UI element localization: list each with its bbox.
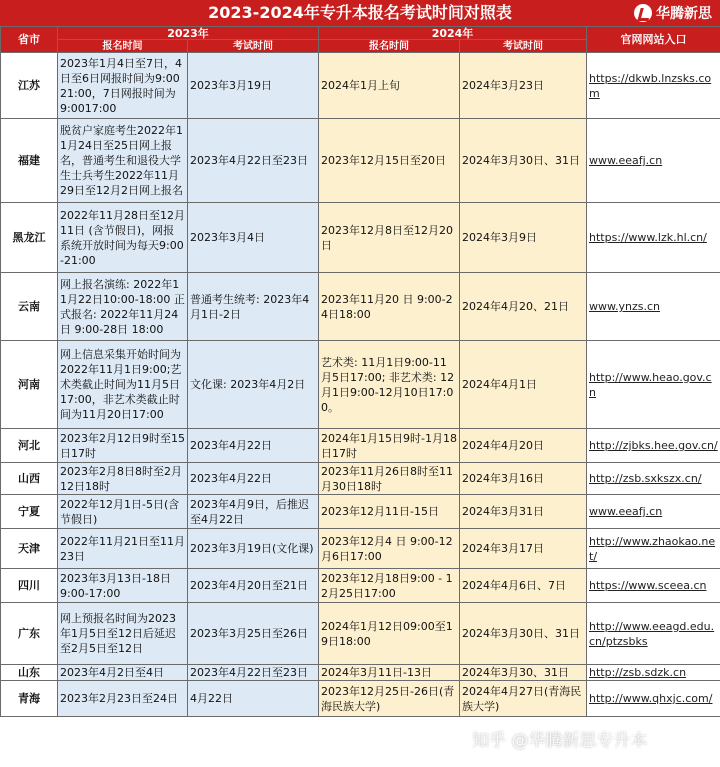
site-link[interactable]: http://www.zhaokao.net/ [589,534,716,563]
exam-2023-cell: 2023年4月20日至21日 [188,569,319,603]
reg-2023-cell: 2022年11月28日至12月11日 (含节假日)，网报系统开放时间为每天9:00-21:00 [58,203,188,273]
reg-2023-cell: 2023年2月23日至24日 [58,681,188,717]
reg-2023-cell: 网上预报名时间为2023年1月5日至12日后延迟至2月5日至12日 [58,603,188,665]
site-link[interactable]: http://zsb.sxkszx.cn/ [589,472,702,485]
table-row [1,429,720,463]
site-link[interactable]: https://www.lzk.hl.cn/ [589,231,707,244]
site-cell [587,341,720,429]
table-row [1,603,720,665]
site-cell [587,665,720,681]
exam-2023-header: 考试时间 [188,40,319,53]
table-row [1,681,720,717]
reg-2024-header: 报名时间 [319,40,460,53]
exam-2024-cell: 2024年3月23日 [460,53,587,119]
site-header: 官网网站入口 [587,27,720,53]
table-body [1,53,720,717]
site-cell [587,53,720,119]
reg-2024-cell: 2023年12月25日-26日(青海民族大学) [319,681,460,717]
reg-2024-cell: 2023年12月18日9:00 - 12月25日17:00 [319,569,460,603]
table-row [1,53,720,119]
exam-2023-cell: 2023年4月22日至23日 [188,665,319,681]
exam-2023-cell: 4月22日 [188,681,319,717]
exam-2024-cell: 2024年3月17日 [460,529,587,569]
reg-2023-header: 报名时间 [58,40,188,53]
site-link[interactable]: http://www.heao.gov.cn [589,370,712,399]
reg-2024-cell: 2023年12月15日至20日 [319,119,460,203]
site-cell [587,273,720,341]
year-2023-header: 2023年 [58,27,319,40]
reg-2024-cell: 2023年11月26日8时至11月30日18时 [319,463,460,495]
exam-2023-cell: 2023年4月22日 [188,463,319,495]
site-link[interactable]: www.ynzs.cn [589,300,660,313]
site-cell [587,429,720,463]
exam-2023-cell: 2023年4月22日 [188,429,319,463]
exam-2024-cell: 2024年3月30日、31日 [460,119,587,203]
province-cell: 四川 [1,569,58,603]
reg-2023-cell: 2022年11月21日至11月23日 [58,529,188,569]
province-header: 省市 [1,27,58,53]
brand-name: 华腾新思 [656,6,712,22]
exam-2023-cell: 2023年3月25日至26日 [188,603,319,665]
province-cell: 天津 [1,529,58,569]
exam-2023-cell: 2023年3月19日 [188,53,319,119]
reg-2024-cell: 2023年12月4 日 9:00-12月6日17:00 [319,529,460,569]
province-cell: 广东 [1,603,58,665]
exam-2023-cell: 2023年3月4日 [188,203,319,273]
exam-2023-cell: 普通考生统考: 2023年4月1日-2日 [188,273,319,341]
reg-2024-cell: 2023年12月8日至12月20日 [319,203,460,273]
exam-2024-cell: 2024年3月16日 [460,463,587,495]
reg-2023-cell: 2023年2月12日9时至15日17时 [58,429,188,463]
table-row [1,569,720,603]
reg-2023-cell: 2023年1月4日至7日，4日至6日网报时间为9:00 21:00，7日网报时间为 9:0017:00 [58,53,188,119]
reg-2023-cell: 网上报名演练: 2022年11月22日10:00-18:00 正式报名: 2022年11月24日 9:00-28日 18:00 [58,273,188,341]
table-row [1,119,720,203]
reg-2024-cell: 2024年3月11日-13日 [319,665,460,681]
site-cell [587,495,720,529]
table-row [1,273,720,341]
province-cell: 山东 [1,665,58,681]
reg-2023-cell: 脱贫户家庭考生2022年11月24日至25日网上报名，普通考生和退役大学生士兵考生2022年11月29日至12月2日网上报名 [58,119,188,203]
province-cell: 河北 [1,429,58,463]
site-link[interactable]: https://www.sceea.cn [589,579,707,592]
exam-2024-cell: 2024年3月31日 [460,495,587,529]
reg-2023-cell: 2023年2月8日8时至2月12日18时 [58,463,188,495]
reg-2024-cell: 2024年1月15日9时-1月18日17时 [319,429,460,463]
year-2024-header: 2024年 [319,27,587,40]
site-cell [587,529,720,569]
site-cell [587,203,720,273]
table-row [1,665,720,681]
reg-2024-cell: 2023年11月20 日 9:00-24日18:00 [319,273,460,341]
exam-2024-cell: 2024年4月6日、7日 [460,569,587,603]
schedule-table [0,26,720,717]
exam-2024-header: 考试时间 [460,40,587,53]
exam-2023-cell: 2023年4月9日，后推迟至4月22日 [188,495,319,529]
province-cell: 江苏 [1,53,58,119]
site-link[interactable]: http://zsb.sdzk.cn [589,666,687,679]
exam-2023-cell: 文化课: 2023年4月2日 [188,341,319,429]
site-link[interactable]: www.eeafj.cn [589,505,663,518]
province-cell: 云南 [1,273,58,341]
table-row [1,341,720,429]
province-cell: 河南 [1,341,58,429]
site-cell [587,463,720,495]
site-link[interactable]: http://zjbks.hee.gov.cn/ [589,439,718,452]
reg-2024-cell: 2024年1月上旬 [319,53,460,119]
exam-2024-cell: 2024年3月9日 [460,203,587,273]
brand-logo [634,0,712,26]
exam-2023-cell: 2023年3月19日(文化课) [188,529,319,569]
exam-2023-cell: 2023年4月22日至23日 [188,119,319,203]
province-cell: 宁夏 [1,495,58,529]
site-cell [587,603,720,665]
reg-2024-cell: 艺术类: 11月1日9:00-11月5日17:00; 非艺术类: 12月1日9:00-12月10日17:00。 [319,341,460,429]
exam-2024-cell: 2024年4月1日 [460,341,587,429]
page-title: 2023-2024年专升本报名考试时间对照表 [208,3,512,22]
exam-2024-cell: 2024年3月30、31日 [460,665,587,681]
site-cell [587,119,720,203]
reg-2023-cell: 2022年12月1日-5日(含节假日) [58,495,188,529]
exam-2024-cell: 2024年3月30日、31日 [460,603,587,665]
site-link[interactable]: http://www.eeagd.edu.cn/ptzsbks [589,619,715,648]
site-cell [587,681,720,717]
site-link[interactable]: http://www.qhxjc.com/ [589,692,713,705]
site-link[interactable]: www.eeafj.cn [589,154,663,167]
reg-2024-cell: 2024年1月12日09:00至19日18:00 [319,603,460,665]
table-row [1,203,720,273]
province-cell: 青海 [1,681,58,717]
site-link[interactable]: https://dkwb.lnzsks.com [589,71,712,100]
province-cell: 福建 [1,119,58,203]
exam-2024-cell: 2024年4月20日 [460,429,587,463]
reg-2023-cell: 2023年4月2日至4日 [58,665,188,681]
reg-2024-cell: 2023年12月11日-15日 [319,495,460,529]
province-cell: 山西 [1,463,58,495]
logo-icon [634,4,652,22]
exam-2024-cell: 2024年4月27日(青海民族大学) [460,681,587,717]
table-row [1,529,720,569]
reg-2023-cell: 网上信息采集开始时间为2022年11月1日9:00;艺术类截止时间为11月5日17:00，非艺术类截止时间为11月20日17:00 [58,341,188,429]
table-row [1,463,720,495]
watermark: 知乎 @华腾新思专升本 [472,731,648,751]
table-row [1,495,720,529]
site-cell [587,569,720,603]
exam-2024-cell: 2024年4月20、21日 [460,273,587,341]
title-bar [0,0,720,26]
reg-2023-cell: 2023年3月13日-18日 9:00-17:00 [58,569,188,603]
province-cell: 黑龙江 [1,203,58,273]
